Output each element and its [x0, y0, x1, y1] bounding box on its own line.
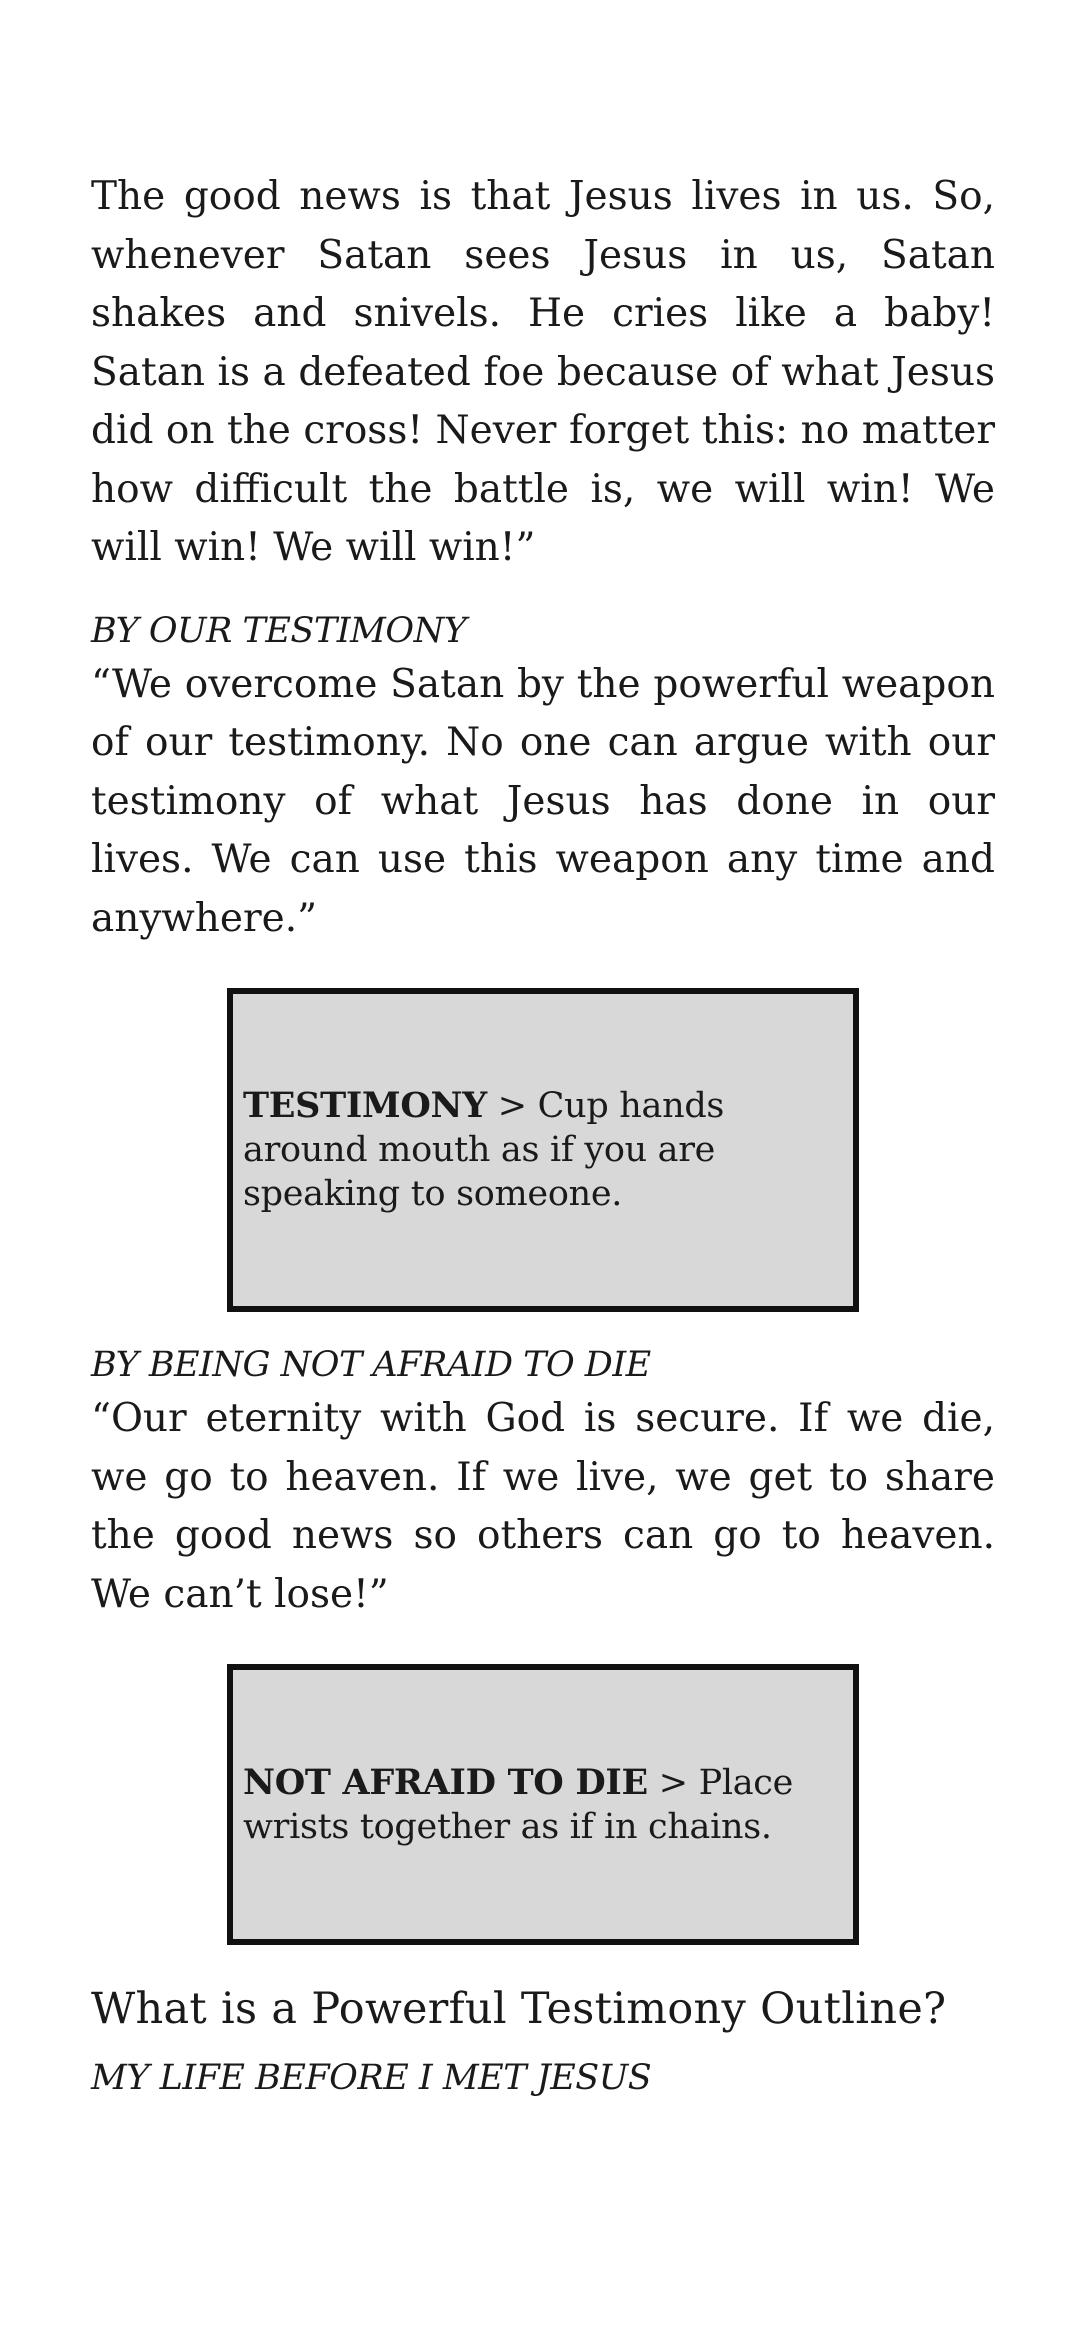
testimony-callout-separator: > — [486, 1086, 538, 1126]
outline-title: What is a Powerful Testimony Outline? — [91, 1984, 947, 2034]
not-afraid-callout-instruction: Place wrists together as if in chains. — [243, 1762, 794, 1847]
testimony-paragraph: “We overcome Satan by the powerful weapon of our testimony. No one can argue with our testimony of what Jesus has done in our lives. We can use this weapon any time and anywhere.” — [91, 661, 995, 941]
page-content — [91, 168, 995, 2103]
intro-paragraph: The good news is that Jesus lives in us. So, whenever Satan sees Jesus in us, Satan shakes and snivels. He cries like a baby! Satan is a defeated foe because of what Jesus did on the cross! Never forget this: no matter how difficult the battle is, we will win! We will win! We will win!” — [91, 174, 995, 570]
not-afraid-callout-keyword: NOT AFRAID TO DIE — [243, 1761, 648, 1803]
testimony-callout-instruction: Cup hands around mouth as if you are speaking to someone. — [243, 1086, 725, 1214]
not-afraid-callout-box — [227, 1664, 859, 1945]
outline-subheading: MY LIFE BEFORE I MET JESUS — [91, 2058, 652, 2098]
not-afraid-callout-separator: > — [647, 1762, 699, 1803]
not-afraid-callout-text — [243, 1761, 843, 1849]
not-afraid-heading: BY BEING NOT AFRAID TO DIE — [91, 1345, 651, 1385]
testimony-callout-text — [243, 1084, 843, 1216]
testimony-callout-keyword: TESTIMONY — [243, 1085, 487, 1126]
not-afraid-paragraph: “Our eternity with God is secure. If we die, we go to heaven. If we live, we get to share the good news so others can go to heaven. We can’t lose!” — [91, 1396, 995, 1617]
testimony-callout-box — [227, 988, 859, 1312]
testimony-heading: BY OUR TESTIMONY — [91, 610, 467, 651]
